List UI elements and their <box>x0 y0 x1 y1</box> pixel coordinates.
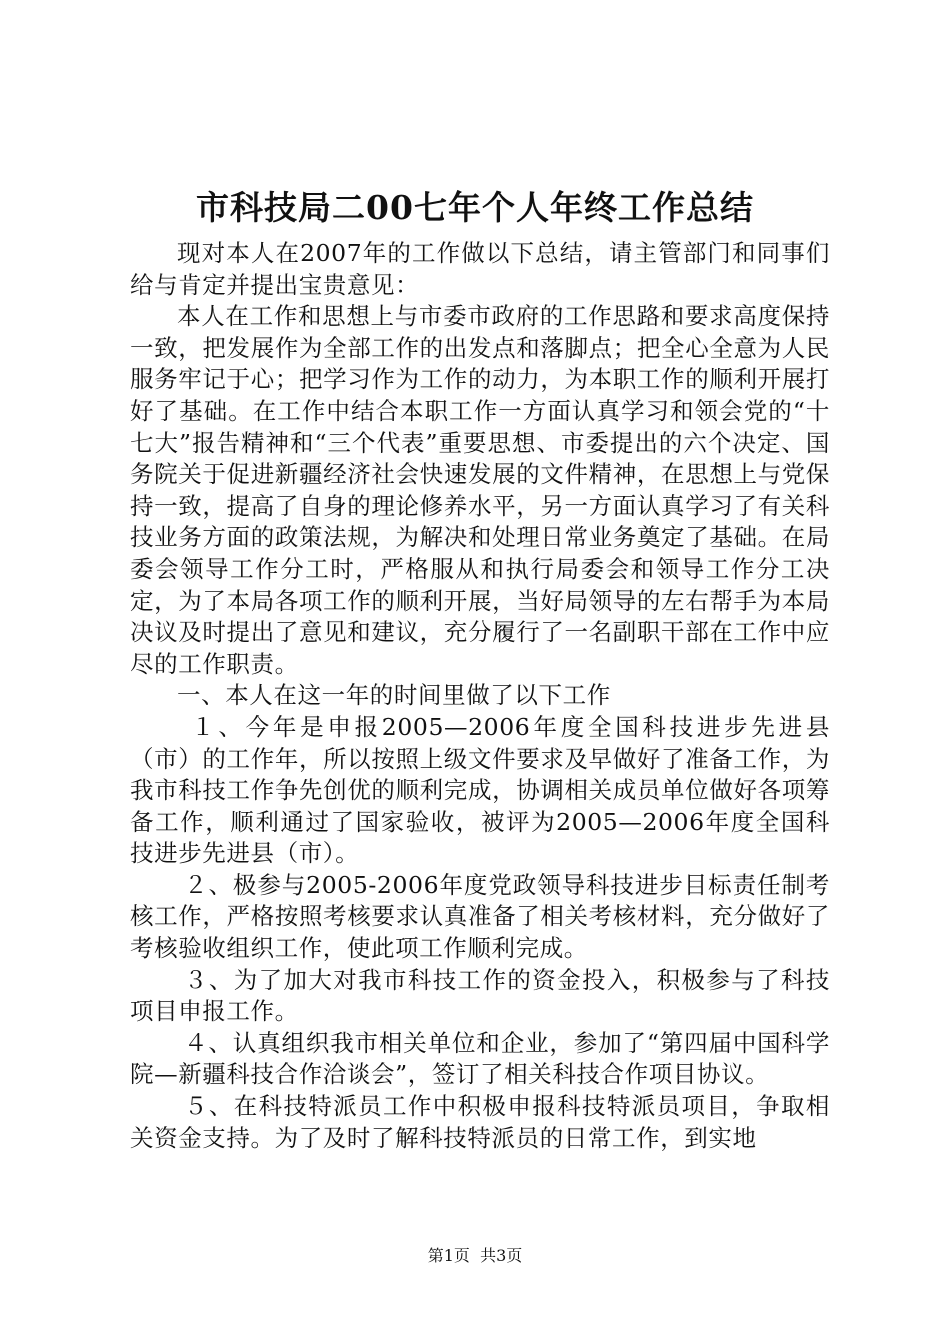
paragraph-item-2: ２、极参与2005-2006年度党政领导科技进步目标责任制考核工作，严格按照考核要求认真准备了相关考核材料，充分做好了考核验收组织工作，使此项工作顺利完成。 <box>130 870 830 963</box>
page-number-footer: 第1页 共3页 <box>427 1246 523 1265</box>
paragraph-item-5: ５、在科技特派员工作中积极申报科技特派员项目，争取相关资金支持。为了及时了解科技特派员的日常工作，到实地 <box>130 1092 830 1152</box>
paragraph-intro: 现对本人在2007年的工作做以下总结，请主管部门和同事们给与肯定并提出宝贵意见： <box>130 239 830 299</box>
document-title: 市科技局二00七年个人年终工作总结 <box>196 188 754 227</box>
section-heading: 一、本人在这一年的时间里做了以下工作 <box>177 681 611 710</box>
paragraph-item-4: ４、认真组织我市相关单位和企业，参加了“第四届中国科学院—新疆科技合作洽谈会”，签订了相关科技合作项目协议。 <box>130 1028 830 1089</box>
paragraph-summary: 本人在工作和思想上与市委市政府的工作思路和要求高度保持一致，把发展作为全部工作的出发点和落脚点；把全心全意为人民服务牢记于心；把学习作为工作的动力，为本职工作的顺利开展打好了基础。在工作中结合本职工作一方面认真学习和领会党的“十七大”报告精神和“三个代表”重要思想、市委提出的六个决定、国务院关于促进新疆经济社会快速发展的文件精神，在思想上与党保持一致，提高了自身的理论修养水平，另一方面认真学习了有关科技业务方面的政策法规，为解决和处理日常业务奠定了基础。在局委会领导工作分工时，严格服从和执行局委会和领导工作分工决定，为了本局各项工作的顺利开展，当好局领导的左右帮手为本局决议及时提出了意见和建议，充分履行了一名副职干部在工作中应尽的工作职责。 <box>130 302 830 678</box>
paragraph-item-3: ３、为了加大对我市科技工作的资金投入，积极参与了科技项目申报工作。 <box>130 965 830 1026</box>
paragraph-item-1: １、今年是申报2005—2006年度全国科技进步先进县（市）的工作年，所以按照上级文件要求及早做好了准备工作，为我市科技工作争先创优的顺利完成，协调相关成员单位做好各项筹备工作，顺利通过了国家验收，被评为2005—2006年度全国科技进步先进县（市）。 <box>130 712 830 868</box>
document-body <box>130 238 830 1154</box>
